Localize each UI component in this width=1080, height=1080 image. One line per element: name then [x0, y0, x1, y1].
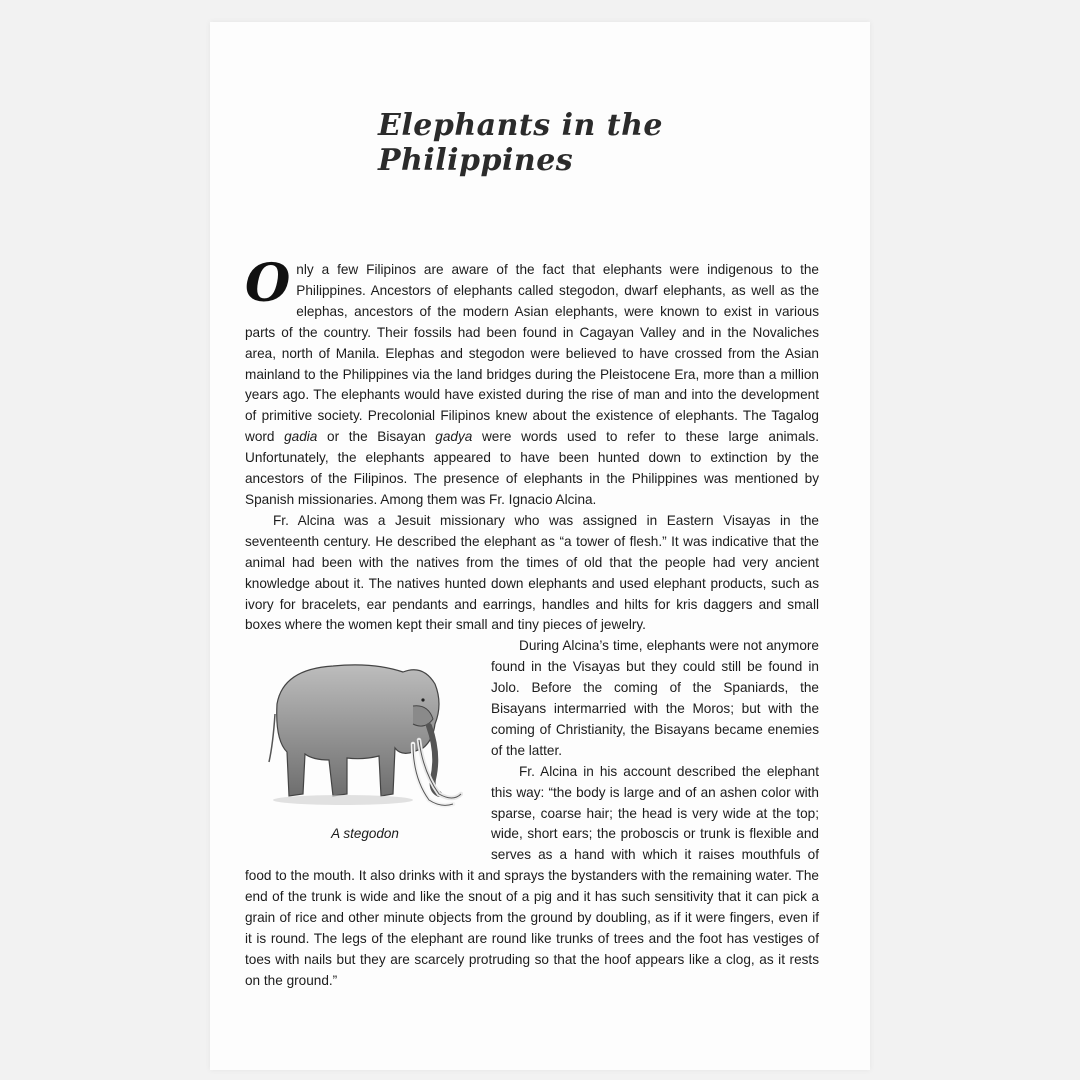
paragraph-1-end: were words used to refer to these large animals. Unfortunately, the elephants appeared to have been hunted down to extinction by the ancestors of the Filipinos. The presence of elephants in the Philippines was mentioned by Spanish missionaries. Among them was Fr. Ignacio Alcina. — [245, 429, 820, 507]
paragraph-2 — [245, 511, 819, 636]
figure-caption: A stegodon — [331, 826, 399, 842]
stegodon-figure — [245, 636, 485, 858]
stegodon-illustration-icon — [263, 644, 463, 819]
paragraph-2-text: Fr. Alcina was a Jesuit missionary who was assigned in Eastern Visayas in the seventeenth century. He described the elephant as “a tower of flesh.” It was indicative that the animal had been with the natives from the times of old that the people had very ancient knowledge about it. The natives hunted down elephants and used elephant products, such as ivory for bracelets, ear pendants and earrings, handles and hilts for kris daggers and small boxes where the women kept their small and tiny pieces of jewelry. — [245, 512, 819, 633]
paragraph-1-text: nly a few Filipinos are aware of the fact that elephants were indigenous to the Philippines. Ancestors of elephants called stegodon, dwarf elephants, as well as the elephas, ancestors of the modern Asian elephants, were known to exist in various parts of the country. Their fossils had been found in Cagayan Valley and in the Novaliches area, north of Manila. Elephas and stegodon were believed to have crossed from the Asian mainland to the Philippines via the land bridges during the Pleistocene Era, more than a million years ago. The elephants would have existed during the rise of man and into the development of primitive society. Precolonial Filipinos knew about the existence of elephants. The Tagalog word — [245, 262, 819, 445]
article-body — [245, 253, 820, 992]
paragraph-1-mid: or the Bisayan — [317, 429, 436, 445]
paragraph-4-text: Fr. Alcina in his account described the elephant this way: “the body is large and of an ashen color with sparse, coarse hair; the head is very wide at the top; wide, short ears; the proboscis or trunk is flexible and serves as a hand with which it raises mouthfuls of food to the mouth. It also drinks with it and sprays the bystanders with the remaining water. The end of the trunk is wide and like the snout of a pig and it has such sensitivity that it can pick a grain of rice and other minute objects from the ground by doubling, as if it were fingers, even if it is round. The legs of the elephant are round like trunks of trees and the foot has vestiges of toes with nails but they are scarcely protruding so that the hoof appears like a clog, as it rests on the ground.” — [245, 763, 819, 988]
word-gadia: gadia — [284, 429, 318, 445]
paragraph-1 — [245, 253, 820, 511]
drop-cap: O — [245, 253, 291, 314]
page-title: Elephants in the Philippines — [378, 108, 663, 178]
paragraph-3-text: During Alcina’s time, elephants were not anymore found in the Visayas but they could still be found in Jolo. Before the coming of the Spaniards, the Bisayans intermarried with the Moros; but with the coming of Christianity, the Bisayans became enemies of the latter. — [491, 638, 819, 758]
word-gadya: gadya — [435, 429, 473, 445]
